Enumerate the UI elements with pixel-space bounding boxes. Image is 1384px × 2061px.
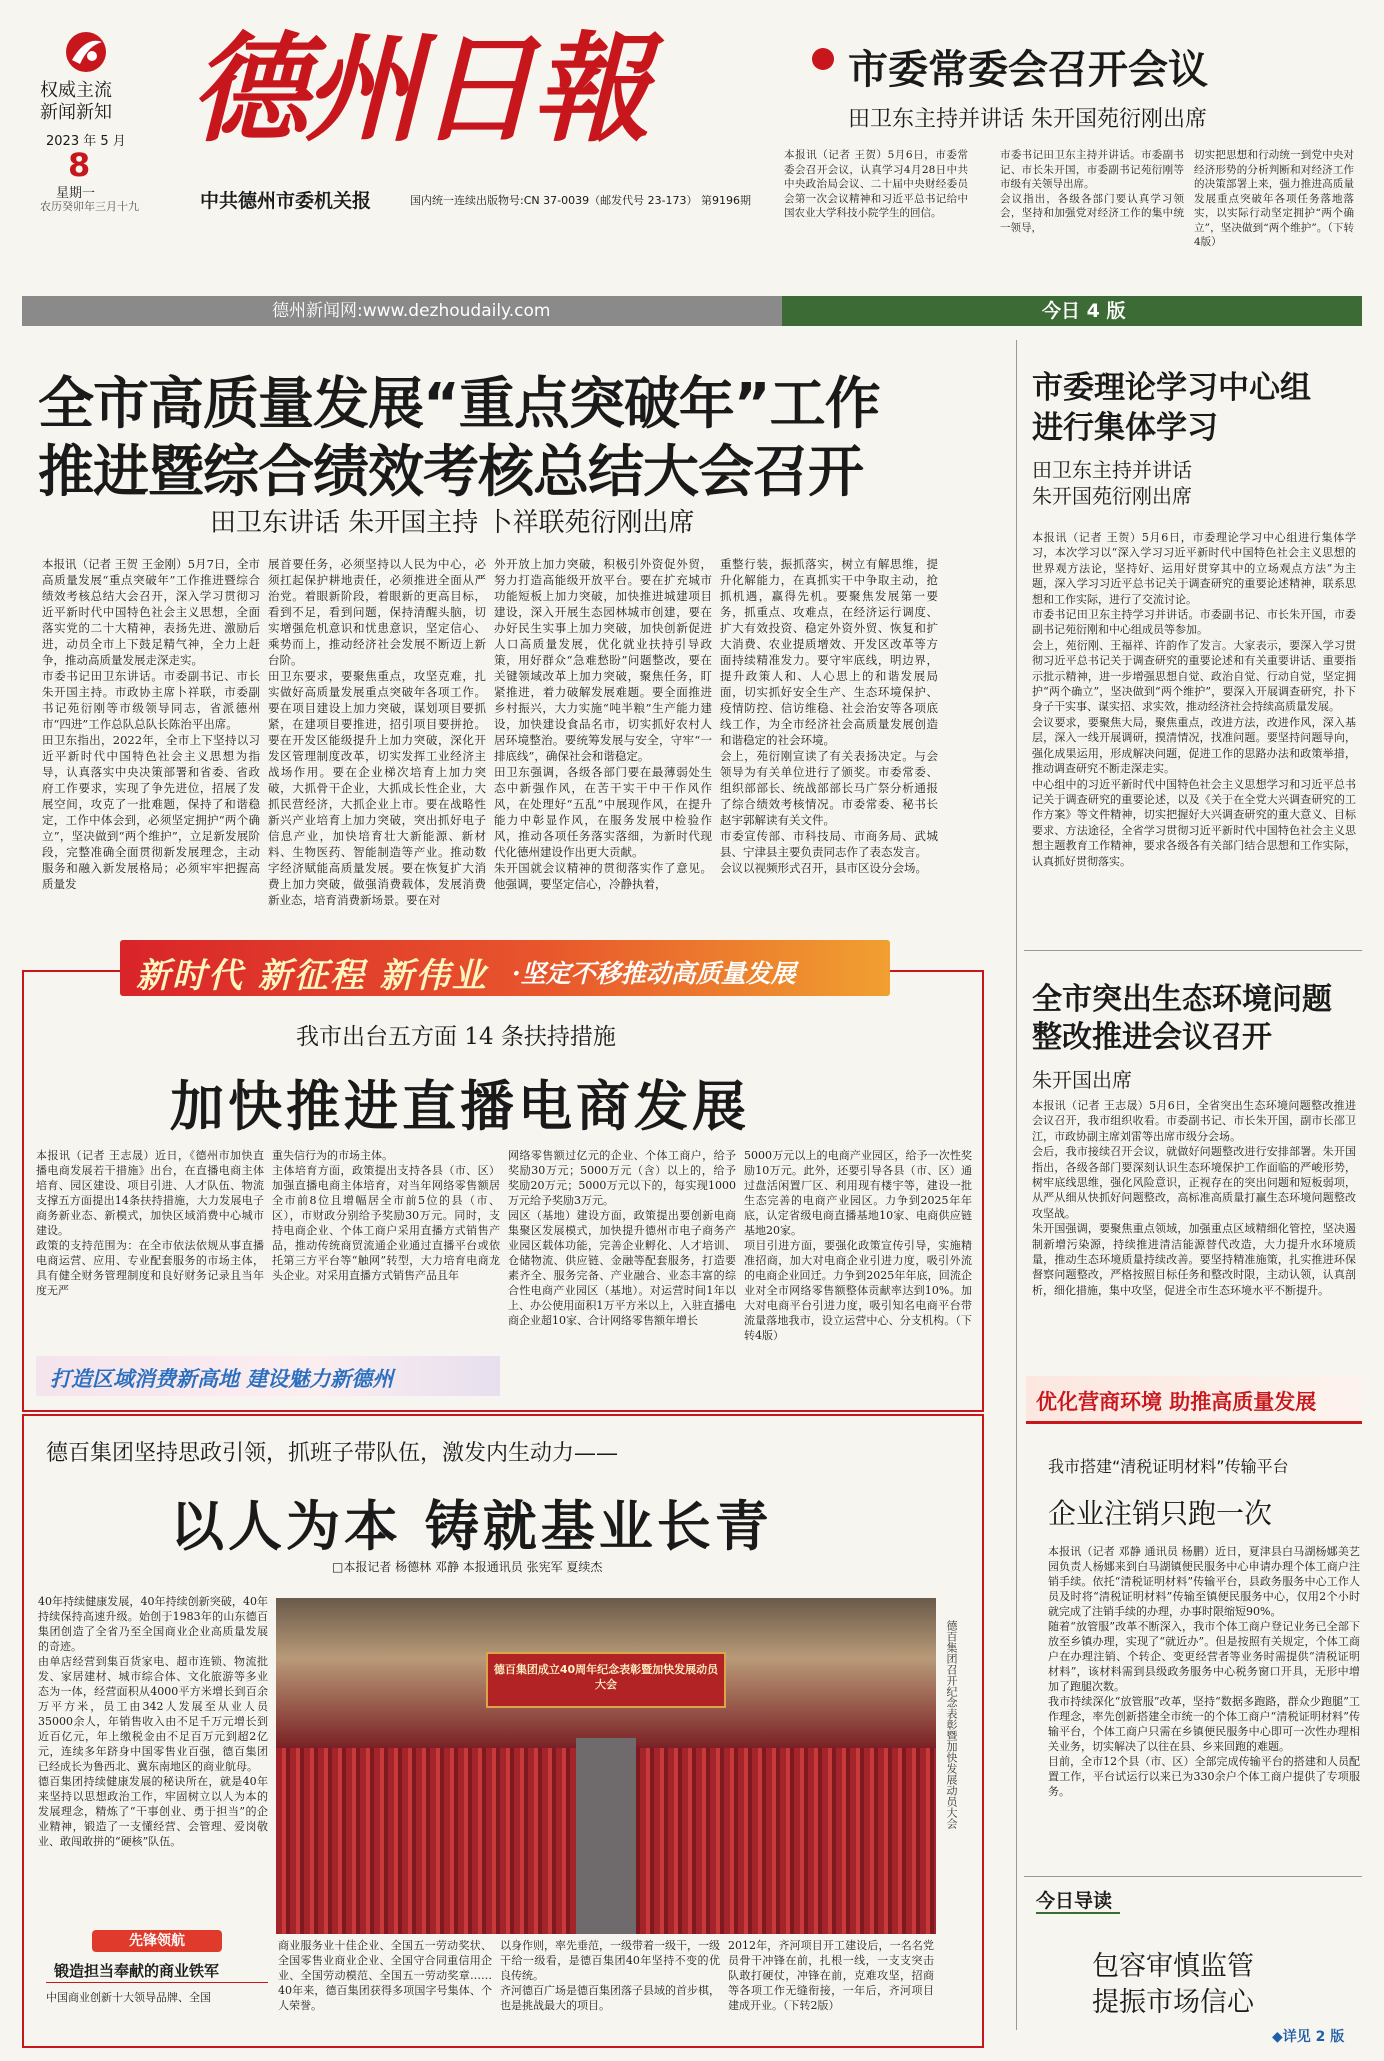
feature-title: 加快推进直播电商发展 [170,1075,750,1138]
feature-col-1: 本报讯（记者 王志晟）近日，《德州市加快直播电商发展若干措施》出台，在直播电商主体培育、园区建设、项目引进、人才队伍、物流支撑五方面提出14条扶持措施，大力发展电子商务新业态、新模式，加快区域消费中心城市建设。 政策的支持范围为：在全市依法依规从事直播电商运营、应用、专业配套服务的市场主体，具有健全财务管理制度和良好财务记录且当年度无严 [36,1149,264,1297]
guide-label: 今日导读 [1036,1890,1113,1912]
top-story-title: 市委常委会召开会议 [848,47,1208,93]
side1-body: 本报讯（记者 王贺）5月6日，市委理论学习中心组进行集体学习，本次学习以“深入学习习近平新时代中国特色社会主义思想的世界观方法论，坚持好、运用好贯穿其中的立场观点方法”为主题，深入学习习近平总书记关于调查研究的重要论述精神，联系思想和工作实际，进行了交流讨论。 市委书记田卫东主持学习并讲话。市委副书记、市长朱开国，市委副书记苑衍刚和中心组成员等参加。 会上，苑衍刚、王福祥、许韵作了发言。大家表示，要深入学习贯彻习近平总书记关于调查研究的重要论述和有关重要讲话、重要指示批示精神，进一步增强思想自觉、政治自觉、行动自觉，坚定拥护“两个确立”，坚决做到“两个维护”，要深入开展调查研究，扑下身子干实事、谋实招、求实效，推动经济社会持续高质量发展。 会议要求，要聚焦大局，聚焦重点，改进方法，改进作风，深入基层，深入一线开展调研，摸清情况，找准问题。要坚持问题导向，强化成果运用，形成解决问题，促进工作的思路办法和政策举措，推动调查研究不断走深走实。 中心组中的习近平新时代中国特色社会主义思想学习和习近平总书记关于调查研究的重要论述，以及《关于在全党大兴调查研究的工作方案》等文件精神，切实把握好大兴调查研究的重大意义、目标要求、方法途径，全省学习贯彻习近平新时代中国特色社会主义思想主题教育工作精神，要求各级各有关部门结合思想和工作实际，认真抓好贯彻落实。 [1032,531,1356,868]
slogan-line-1: 权威主流 [40,80,112,101]
weekday: 星期一 [56,186,96,201]
photo-caption: 德百集团召开纪念表彰暨加快发展动员大会 [945,1620,958,1829]
pages-bar [782,296,1362,326]
lead-col-4: 重整行装，振抓落实，树立有解思维，提升化解能力，在真抓实干中争取主动，抢抓机遇，赢得先机。要聚焦发展第一要务，抓重点、攻难点，在经济运行调度、扩大有效投资、稳定外资外贸、恢复和扩大消费、农业提质增效、开发区改革等方面持续精准发力。要守牢底线，明边界，提升政策人和、人心思上的和谐发展局面，切实抓好安全生产、生态环境保护、疫情防控、信访维稳、社会治安等各项底线工作，为全市经济社会高质量发展创造和谐稳定的社会环境。 会上，苑衍刚宣读了有关表扬决定。与会领导为有关单位进行了颁奖。市委常委、组织部部长、统战部部长马广祭分析通报了综合绩效考核情况。市委常委、秘书长赵宇郭解读有关文件。 市委宣传部、市科技局、市商务局、武城县、宁津县主要负责同志作了表态发言。 会议以视频形式召开，县市区设分会场。 [720,557,938,875]
pioneer-underline [46,1982,268,1983]
photo-stage-text: 德百集团成立40周年纪念表彰暨加快发展动员大会 [493,1663,719,1691]
lunar-date: 农历癸卯年三月十九 [40,200,139,213]
feature-col-2: 重失信行为的市场主体。 主体培育方面，政策提出支持各县（市、区）加强直播电商主体培育，对当年网络零售额居全市前8位且增幅居全市前5位的县（市、区），市财政分别给予奖励30万元。同时，支持电商企业、个体工商户采用直播方式销售产品，推动传统商贸流通企业通过直播平台或依托第三方平台等“触网”转型，大力培育电商龙头企业。对采用直播方式销售产品且年 [272,1149,500,1282]
pioneer-pill [92,1930,222,1952]
feature-col-3: 网络零售额过亿元的企业、个体工商户，给予奖励30万元；5000万元（含）以上的，给予奖励20万元；5000万元以下的，每实现1000万元给予奖励3万元。 园区（基地）建设方面，政策提出要创新电商集聚区发展模式，加快提升德州市电子商务产业园区载体功能，完善企业孵化、人才培训、仓储物流、供应链、金融等配套服务，打造要素齐全、服务完备、产业融合、业态丰富的综合性电商产业园区（基地）。对运营时间1年以上、办公使用面积1万平方米以上，入驻直播电商企业超10家、合计网络零售额年增长 [508,1149,736,1327]
dept-bottom-left: 中国商业创新十大领导品牌、全国 [46,1991,211,2004]
lead-col-3: 外开放上加力突破，积极引外资促外贸，努力打造高能级开放平台。要在扩充城市功能短板上加力突破，加快推进城建项目建设，深入开展生态园林城市创建，要在办好民生实事上加力突破，加快创新促进人口高质量发展，优化就业扶持引导政策，用好群众“急难愁盼”问题整改，要在关键领域改革上加力突破，聚焦任务，盯紧推进，着力破解发展难题。要全面推进乡村振兴，大力实施“吨半粮”生产能力建设，加快建设食品名市，切实抓好农村人居环境整治。要统筹发展与安全，守牢“一排底线”，确保社会和谐稳定。 田卫东强调，各级各部门要在最薄弱处生态中新强作风，在苦干实干中干作风作风，在处理好“五乱”中展现作风，在提升能力中彰显作风，在服务发展中检验作风，推动各项任务落实落细，为新时代现代化德州建设作出更大贡献。 朱开国就会议精神的贯彻落实作了意见。他强调，要坚定信心，冷静执着， [494,557,712,891]
top-story-col-3: 切实把思想和行动统一到党中央对经济形势的分析判断和对经济工作的决策部署上来，强力推进高质量发展重点突破年各项任务落地落实，以实际行动坚定拥护“两个确立”，坚决做到“两个维护”。（下转4版） [1194,149,1354,248]
side1-sub-1: 田卫东主持并讲话 [1032,458,1192,482]
side3-kicker: 我市搭建“清税证明材料”传输平台 [1048,1457,1289,1476]
theme-banner-main: 新时代 新征程 新伟业 [136,956,488,996]
side-divider-1 [1024,950,1362,951]
website-url[interactable]: 德州新闻网:www.dezhoudaily.com [272,301,551,321]
masthead-title: 德州日報 [190,19,647,158]
feature-frame-top-right [890,970,984,972]
photo-aisle [576,1738,636,1934]
vertical-divider [1016,340,1017,2030]
top-story-subtitle: 田卫东主持并讲话 朱开国苑衍刚出席 [848,107,1207,132]
date-line: 2023 年 5 月 [46,134,126,149]
guide-title-line-2: 提振市场信心 [1092,1987,1254,2018]
guide-see-page-link[interactable]: ◆详见 2 版 [1272,2029,1345,2045]
side1-title-line-1: 市委理论学习中心组 [1032,370,1311,406]
side2-body: 本报讯（记者 王志晟）5月6日，全省突出生态环境问题整改推进会议召开，我市组织收看。市委副书记、市长朱开国，副市长邵卫江，市政协副主席刘雷等出席市级分会场。 会后，我市接续召开会议，就做好问题整改进行安排部署。朱开国指出，各级各部门要深刻认识生态环境保护工作面临的严峻形势，树牢底线思维，强化风险意识，正视存在的突出问题和短板弱项，从严从细从快抓好问题整改，高标准高质量打赢生态环境问题整改攻坚战。 朱开国强调，要聚焦重点领域，加强重点区域精细化管控，坚决遏制新增污染源，持续推进清洁能源替代改造，大力提升水环境质量，推动生态环境质量持续改善。要坚持精准施策，扎实推进环保督察问题整改，严格按照目标任务和整改时限，主动认领，认真剖析，细化措施，集中攻坚，促进全市生态环境水平不断提升。 [1032,1099,1356,1297]
dept-kicker: 德百集团坚持思政引领，抓班子带队伍，激发内生动力—— [46,1441,619,1466]
side2-sub: 朱开国出席 [1032,1068,1132,1092]
pages-count: 今日 4 版 [1042,300,1126,322]
lead-title-line-2: 推进暨综合绩效考核总结大会召开 [38,440,863,505]
slogan-bar-text: 打造区域消费新高地 建设魅力新德州 [50,1367,394,1391]
feature-col-4: 5000万元以上的电商产业园区，给予一次性奖励10万元。此外，还要引导各县（市、区）通过盘活闲置厂区、利用现有楼宇等，建设一批生态完善的电商产业园区。力争到2025年年底，认定省级电商直播基地10家、电商供应链基地20家。 项目引进方面，要强化政策宣传引导，实施精准招商，加大对电商企业引进力度，吸引外流的电商企业回迁。力争到2025年年底，回流企业对全市网络零售额整体贡献率达到10%。加大对电商平台引进力度，吸引知名电商平台带流量落地我市，设立运营中心、分支机构。（下转4版） [744,1149,972,1342]
guide-title-line-1: 包容审慎监管 [1092,1951,1254,1982]
slogan-bar [36,1356,500,1396]
side2-title-line-2: 整改推进会议召开 [1032,1020,1272,1055]
dept-bottom-col-3: 2012年，齐河项目开工建设后，一名名党员骨干冲锋在前，扎根一线，一支支突击队敢打硬仗，冲锋在前，克难攻坚，招商等各项工作无缝衔接，一年后，齐河项目建成开业。（下转2版） [728,1939,934,2012]
dept-title: 以人为本 铸就基业长青 [170,1495,773,1558]
theme-banner-tail: ·坚定不移推动高质量发展 [512,959,796,988]
side3-body: 本报讯（记者 邓静 通讯员 杨鹏）近日，夏津县白马湖杨娜美艺园负责人杨娜来到白马湖镇便民服务中心申请办理个体工商户注销手续。依托“清税证明材料”传输平台，县政务服务中心工作人员及时将“清税证明材料”传输至镇便民服务中心，仅用2个小时就完成了注销手续的办理，办事时限缩短90%。 随着“放管服”改革不断深入，我市个体工商户登记业务已全部下放至乡镇办理，实现了“就近办”。但是按照有关规定，个体工商户在办理注销、个转企、变更经营者等业务时需提供“清税证明材料”，该材料需到县级政务服务中心税务窗口开具，无形中增加了跑腿次数。 我市持续深化“放管服”改革，坚持“数据多跑路，群众少跑腿”工作理念，率先创新搭建全市统一的个体工商户“清税证明材料”传输平台，个体工商户只需在乡镇便民服务中心即可一次性办理相关业务，切实解决了以往在县、乡来回跑的难题。 目前，全市12个县（市、区）全部完成传输平台的搭建和人员配置工作，平台试运行以来已为330余户个体工商户提供了专项服务。 [1048,1545,1360,1798]
pioneer-subtitle: 锻造担当奉献的商业铁军 [54,1962,220,1980]
lead-col-2: 展首要任务，必须坚持以人民为中心，必须扛起保护耕地责任，必须推进全面从严治党。着眼新阶段，着眼新的更高目标，看到不足，看到问题，保持清醒头脑，切实增强危机意识和忧患意识，坚定信心、乘势而上，推动经济社会发展不断迈上新台阶。 田卫东要求，要聚焦重点，攻坚克难，扎实做好高质量发展重点突破年各项工作。要在项目建设上加力突破，谋划项目要抓紧，在建项目要推进，招引项目要拼抢。要在开发区能级提升上加力突破，深化开发区管理制度改革，切实发挥工业经济主战场作用。要在企业梯次培育上加力突破，大抓骨干企业，大抓成长性企业，大抓民营经济，大抓企业上市。要在战略性新兴产业培育上加力突破，突出抓好电子信息产业，加快培育壮大新能源、新材料、生物医药、智能制造等产业。推动数字经济赋能高质量发展。要在恢复扩大消费上加力突破，做强消费载体，发展消费新业态，培育消费新场景。要在对 [268,557,486,907]
lead-subtitle: 田卫东讲话 朱开国主持 卜祥联苑衍刚出席 [210,508,695,538]
dept-bottom-col-1: 商业服务业十佳企业、全国五一劳动奖状、全国零售业商业企业、全国守合同重信用企业、全国劳动模范、全国五一劳动奖章……40年来，德百集团获得多项国字号集体、个人荣誉。 [278,1939,492,2012]
side-divider-3 [1024,1876,1362,1877]
website-bar [22,296,782,326]
dept-byline: □本报记者 杨德林 邓静 本报通讯员 张宪军 夏续杰 [332,1560,603,1574]
side3-title: 企业注销只跑一次 [1048,1497,1273,1530]
top-story-col-1: 本报讯（记者 王贺）5月6日，市委常委会召开会议，认真学习4月28日中共中央政治局会议、二十届中央财经委员会第一次会议精神和习近平总书记给中国农业大学科技小院学生的回信。 [784,149,968,219]
slogan-line-2: 新闻新知 [40,102,112,123]
lead-col-1: 本报讯（记者 王贺 王金刚）5月7日，全市高质量发展“重点突破年”工作推进暨综合绩效考核总结大会召开，深入学习贯彻习近平新时代中国特色社会主义思想，全面落实党的二十大精神，表扬先进、激励后进，动员全市上下鼓足精气神，全力上赶争，推动高质量发展走深走实。 市委书记田卫东讲话。市委副书记、市长朱开国主持。市政协主席卜祥联，市委副书记苑衍刚等市级领导同志，省派德州市“四进”工作总队总队长陈治平出席。 田卫东指出，2022年，全市上下坚持以习近平新时代中国特色社会主义思想为指导，认真落实中央决策部署和省委、省政府工作要求，实现了争先进位，招展了发展空间，攻克了一批难题，保持了和谐稳定，工作中体会到，必须坚定拥护“两个确立”，坚决做到“两个维护”，立足新发展阶段，完整准确全面贯彻新发展理念，主动服务和融入新发展格局；必须牢牢把握高质量发 [42,557,260,891]
business-banner-text: 优化营商环境 助推高质量发展 [1036,1390,1317,1414]
dept-bottom-col-2: 以身作则，率先垂范，一级带着一级干，一级干给一级看，是德百集团40年坚持不变的优良传统。 齐河德百广场是德百集团落子县域的首步棋，也是挑战最大的项目。 [500,1939,720,2012]
top-story-col-2: 市委书记田卫东主持并讲话。市委副书记、市长朱开国，市委副书记苑衍刚等市级有关领导出席。 会议指出，各级各部门要认真学习领会，坚持和加强党对经济工作的集中统一领导， [1000,149,1184,234]
dept-left-col: 40年持续健康发展，40年持续创新突破，40年持续保持高速升级。始创于1983年的山东德百集团创造了全省乃至全国商业企业高质量发展的奇迹。 由单店经营到集百货家电、超市连锁、物流批发、家居建材、城市综合体、文化旅游等多业态为一体，经营面积从4000平方米增长到百余万平方米，员工由342人发展至从业人员35000余人，年销售收入由不足千万元增长到近百亿元，年上缴税金由不足百万元到超2亿元，连续多年跻身中国零售业百强，德百集团已经成长为鲁西北、冀东南地区的商业航母。 德百集团持续健康发展的秘诀所在，就是40年来坚持以思想政治工作，牢固树立以人为本的发展理念，精炼了“干事创业、勇于担当”的企业精神，锻造了一支懂经营、会管理、爱岗敬业、敢闯敢拼的“硬核”队伍。 [38,1595,268,1848]
feature-frame-top-left [22,970,120,972]
top-story-dot-icon [812,48,834,70]
dept-photo [276,1598,936,1934]
guide-label-underline [1036,1912,1120,1914]
pioneer-pill-label: 先锋领航 [129,1933,185,1949]
publisher-line: 中共德州市委机关报 [200,190,372,212]
side2-title-line-1: 全市突出生态环境问题 [1032,982,1332,1017]
side1-title-line-2: 进行集体学习 [1032,410,1218,446]
logo-mark-icon [62,28,110,76]
side1-sub-2: 朱开国苑衍刚出席 [1032,484,1192,508]
business-banner [1026,1376,1362,1424]
issue-info: 国内统一连续出版物号:CN 37-0039（邮发代号 23-173） 第9196期 [410,194,752,207]
lead-title-line-1: 全市高质量发展“重点突破年”工作 [38,372,880,437]
date-day: 8 [68,146,91,184]
feature-kicker: 我市出台五方面 14 条扶持措施 [296,1024,616,1050]
